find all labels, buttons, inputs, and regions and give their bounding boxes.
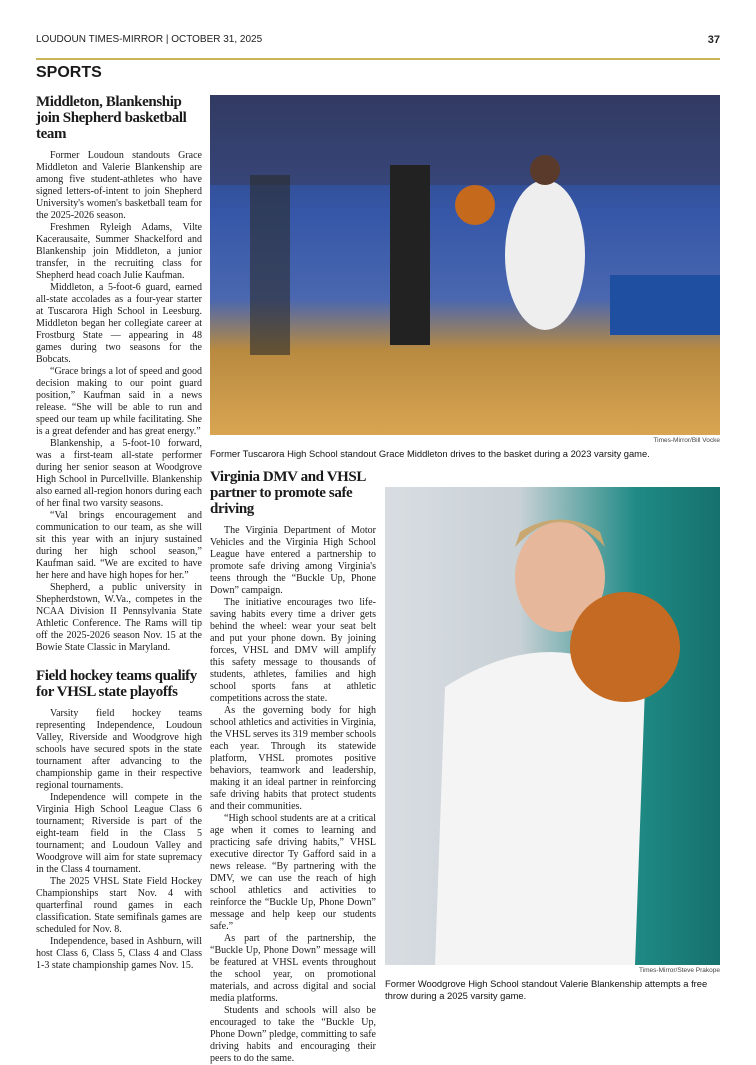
- article-body: [36, 150, 202, 654]
- article-field-hockey: [36, 668, 202, 972]
- headline: Middleton, Blankenship join Shepherd basketball team: [36, 94, 187, 142]
- section-title: SPORTS: [36, 64, 102, 81]
- paragraph: Independence, based in Ashburn, will host Class 6, Class 5, Class 4 and Class 1-3 state championship games Nov. 15.: [36, 936, 202, 971]
- paragraph: Students and schools will also be encouraged to take the “Buckle Up, Phone Down” pledge, committing to safe driving habits and encouraging their peers to do the same.: [210, 1005, 376, 1064]
- paragraph: As the governing body for high school athletics and activities in Virginia, the VHSL serves its 319 member schools each year. Through its statewide platform, VHSL promotes positive behaviors, teamwork and leadership, making it an ideal partner in reinforcing safe driving habits that protect students and their communities.: [210, 705, 376, 812]
- paragraph: “Val brings encouragement and communication to our team, as she will sit this year with an injury sustained during her high school season,” Kaufman said. “We are excited to have her here and have high hopes for her.”: [36, 510, 202, 581]
- headline: Virginia DMV and VHSL partner to promote safe driving: [210, 469, 366, 517]
- paragraph: The Virginia Department of Motor Vehicles and the Virginia High School League have entered a partnership to promote safe driving among Virginia's teens through the “Buckle Up, Phone Down” campaign.: [210, 525, 376, 596]
- paragraph: Independence will compete in the Virginia High School League Class 6 tournament; Riverside is part of the eight-team field in the Class 5 tournament; and Loudoun Valley and Woodgrove will aim for state supremacy in the Class 4 tournament.: [36, 792, 202, 875]
- photo-caption: Former Woodgrove High School standout Valerie Blankenship attempts a free throw during a 2025 varsity game.: [385, 978, 708, 1001]
- headline: Field hockey teams qualify for VHSL state playoffs: [36, 668, 197, 700]
- paragraph: “Grace brings a lot of speed and good decision making to our point guard position,” Kaufman said in a news release. “She will be able to run and speed our team up while facilitating. She is a great defender and has great energy.”: [36, 366, 202, 437]
- page-header: LOUDOUN TIMES-MIRROR | OCTOBER 31, 2025 37: [36, 34, 720, 46]
- paragraph: Shepherd, a public university in Shepherdstown, W.Va., competes in the NCAA Division II Pennsylvania State Athletic Conference. The Rams will tip off the 2025-2026 season Nov. 15 at the Bowie State Classic in Maryland.: [36, 582, 202, 653]
- page-number: 37: [707, 34, 720, 46]
- free-throw-player-image: [385, 487, 720, 965]
- article-body: [210, 525, 376, 1065]
- photo-credit: Times-Mirror/Bill Vocke: [653, 437, 720, 444]
- header-rule: [36, 58, 720, 60]
- left-column: [36, 94, 202, 972]
- publication-name: LOUDOUN TIMES-MIRROR: [36, 34, 164, 45]
- basketball-player-image: [210, 95, 720, 435]
- article-body: [36, 708, 202, 972]
- paragraph: “High school students are at a critical age when it comes to learning and practicing safe driving habits,” VHSL executive director Ty Gafford said in a news release. “By partnering with the DMV, we can use the reach of high school athletics and activities to reinforce the “Buckle Up, Phone Down” message and help keep our students safe.”: [210, 813, 376, 932]
- paragraph: As part of the partnership, the “Buckle Up, Phone Down” message will be featured at VHSL events throughout the school year, on promotional materials, and across digital and social media platforms.: [210, 933, 376, 1004]
- issue-date: OCTOBER 31, 2025: [171, 34, 263, 45]
- photo-blankenship: [385, 487, 720, 965]
- paragraph: The 2025 VHSL State Field Hockey Championships start Nov. 4 with quarterfinal round games in each classification. State semifinals games are scheduled for Nov. 8.: [36, 876, 202, 935]
- photo-middleton: [210, 95, 720, 435]
- paragraph: Former Loudoun standouts Grace Middleton and Valerie Blankenship are among five student-athletes who have signed letters-of-intent to join Shepherd University's women's basketball team for the 2025-2026 season.: [36, 150, 202, 221]
- paragraph: The initiative encourages two life-saving habits every time a driver gets behind the wheel: wear your seat belt and put your phone down. By joining forces, VHSL and DMV will amplify this safety message to thousands of students, athletes, families and high school sports fans at athletic competitions across the state.: [210, 597, 376, 704]
- article-safe-driving: [210, 469, 376, 1065]
- article-shepherd: [36, 94, 202, 654]
- paragraph: Middleton, a 5-foot-6 guard, earned all-state accolades as a four-year starter at Tuscarora High School in Leesburg. Middleton began her collegiate career at Frostburg State — appearing in 48 games during two seasons for the Bobcats.: [36, 282, 202, 365]
- paragraph: Blankenship, a 5-foot-10 forward, was a first-team all-state performer during her senior season at Woodgrove High School in Purcellville. Blankenship also earned all-region honors during each of her final two varsity seasons.: [36, 438, 202, 509]
- photo-caption: Former Tuscarora High School standout Grace Middleton drives to the basket during a 2023 varsity game.: [210, 448, 650, 459]
- photo-credit: Times-Mirror/Steve Prakope: [638, 967, 720, 974]
- paragraph: Freshmen Ryleigh Adams, Vilte Kacerausaite, Summer Shackelford and Blankenship join Middleton, a junior transfer, in the recruiting class for Shepherd head coach Julie Kaufman.: [36, 222, 202, 281]
- paragraph: Varsity field hockey teams representing Independence, Loudoun Valley, Riverside and Woodgrove high schools have secured spots in the state tournament after advancing to the championship game in their respective regional tournaments.: [36, 708, 202, 791]
